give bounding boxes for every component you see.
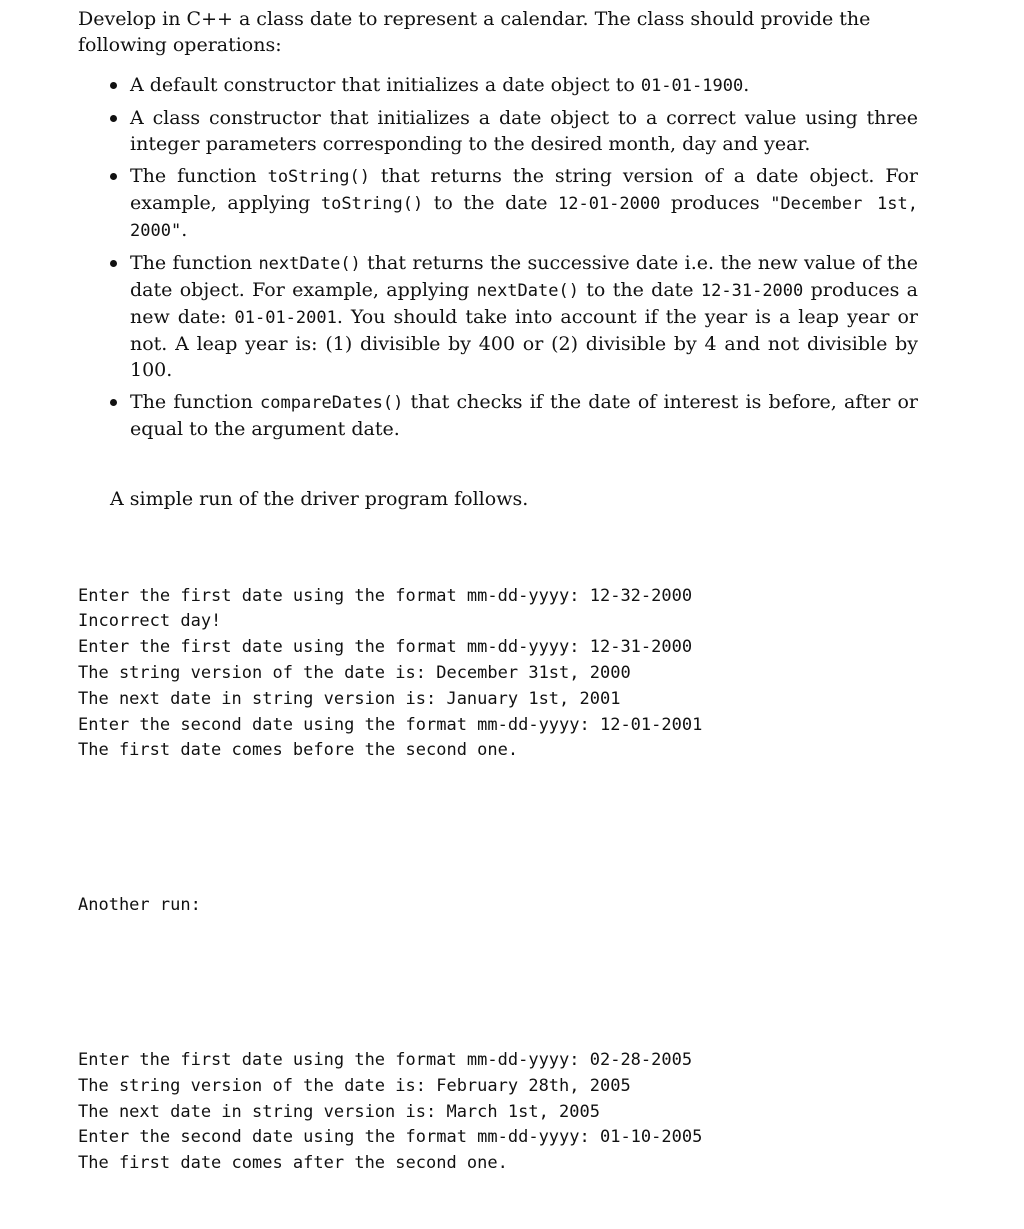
body-text: The function <box>130 391 261 413</box>
code-text: 01-01-2001 <box>234 308 337 328</box>
body-text: . <box>181 219 188 241</box>
body-text: to the date <box>423 192 558 214</box>
console-line: Enter the first date using the format mm-dd-yyyy: 12-31-2000 <box>78 637 693 658</box>
run2-block <box>78 1048 918 1177</box>
body-text: . You should take into account if the year is a leap year or not. A leap year is: (1) divisible by 400 or (2) divisible by 4 and not divisible by 100. <box>130 306 918 381</box>
console-line: The next date in string version is: January 1st, 2001 <box>78 688 621 709</box>
code-text: nextDate() <box>258 254 361 274</box>
body-text: to the date <box>578 279 701 301</box>
operation-item <box>78 72 918 99</box>
body-text: The function <box>130 165 268 187</box>
document-page <box>78 6 918 1229</box>
code-text: 01-01-1900 <box>640 76 744 96</box>
operation-item <box>78 389 918 442</box>
console-line: The string version of the date is: February 28th, 2005 <box>78 1075 631 1096</box>
code-text: toString() <box>267 167 370 187</box>
code-text: "December 1st, 2000" <box>130 194 918 241</box>
bullet-icon <box>110 260 117 267</box>
run1-block <box>78 584 918 765</box>
sample-run-output <box>78 532 918 1229</box>
body-text: that returns the string version of a date object. For example, applying <box>130 165 918 214</box>
body-text: The function <box>130 252 259 274</box>
console-line: Enter the second date using the format mm-dd-yyyy: 01-10-2005 <box>78 1127 703 1148</box>
operation-item <box>78 250 918 383</box>
body-text: produces <box>660 192 771 214</box>
console-line: The next date in string version is: March 1st, 2005 <box>78 1101 600 1122</box>
console-line: The first date comes after the second one. <box>78 1153 508 1174</box>
console-line: The first date comes before the second one. <box>78 740 519 761</box>
bullet-icon <box>110 115 117 122</box>
code-text: 12-31-2000 <box>700 281 804 301</box>
body-text: . <box>743 74 750 96</box>
body-text: that checks if the date of interest is before, after or equal to the argument date. <box>130 391 918 440</box>
bullet-icon <box>110 399 117 406</box>
body-text: A class constructor that initializes a date object to a correct value using three integer parameters corresponding to the desired month, day and year. <box>130 107 918 155</box>
another-run-label: Another run: <box>78 895 201 916</box>
code-text: toString() <box>320 194 424 214</box>
console-line: Enter the first date using the format mm-dd-yyyy: 12-32-2000 <box>78 585 693 606</box>
run-intro: A simple run of the driver program follows. <box>110 488 529 510</box>
intro-paragraph: Develop in C++ a class date to represent a calendar. The class should provide the following operations: <box>78 8 871 56</box>
body-text: produces a new date: <box>130 279 919 328</box>
console-line: The string version of the date is: December 31st, 2000 <box>78 662 631 683</box>
operation-item <box>78 163 918 244</box>
body-text: A default constructor that initializes a date object to <box>130 74 641 96</box>
bullet-icon <box>110 173 117 180</box>
code-text: compareDates() <box>260 393 404 413</box>
bullet-icon <box>110 82 117 89</box>
console-line: Incorrect day! <box>78 611 222 632</box>
console-line: Enter the first date using the format mm-dd-yyyy: 02-28-2005 <box>78 1049 693 1070</box>
console-line: Enter the second date using the format mm-dd-yyyy: 12-01-2001 <box>78 714 703 735</box>
body-text: that returns the successive date i.e. the new value of the date object. For example, applying <box>130 252 918 301</box>
code-text: nextDate() <box>476 281 579 301</box>
operations-list <box>78 72 918 442</box>
operation-item <box>78 105 918 157</box>
code-text: 12-01-2000 <box>558 194 661 214</box>
